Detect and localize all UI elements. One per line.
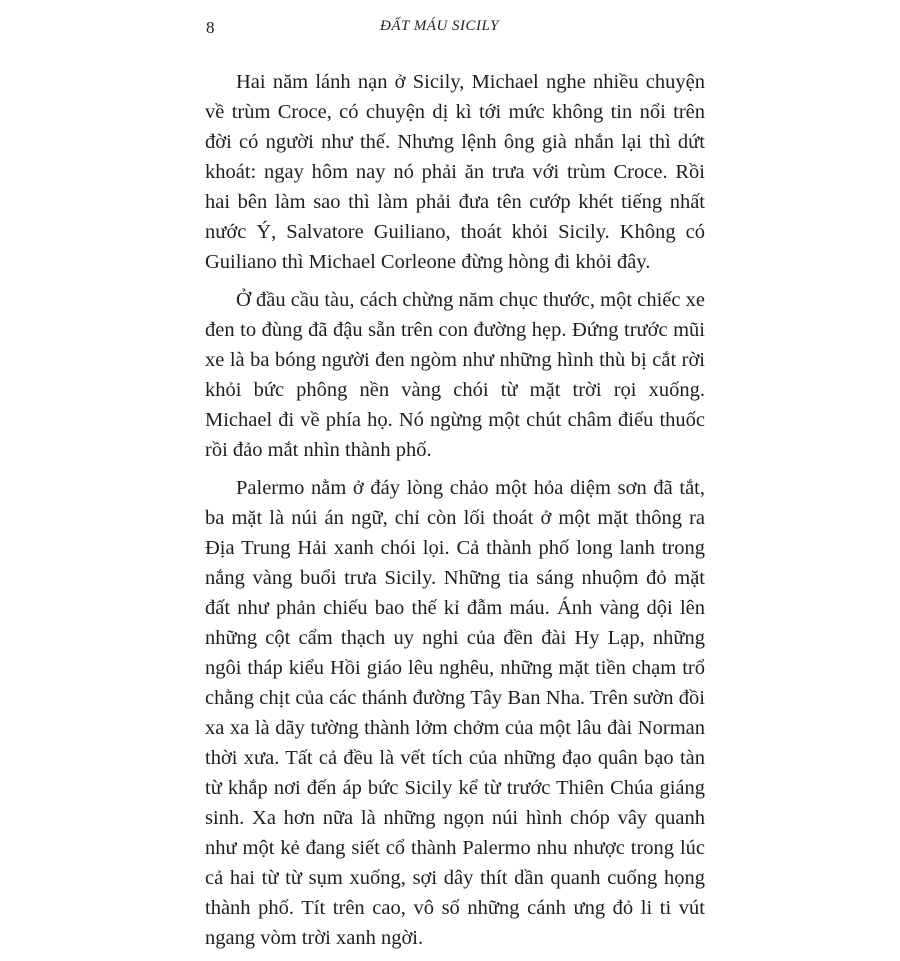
paragraph-3: Palermo nằm ở đáy lòng chảo một hỏa diệm sơn đã tắt, ba mặt là núi án ngữ, chỉ còn lối thoát ở một mặt thông ra Địa Trung Hải xanh chói lọi. Cả thành phố long lanh trong nắng vàng buổi trưa Sicily. Những tia sáng nhuộm đỏ mặt đất như phản chiếu bao thế kỉ đẫm máu. Ánh vàng dội lên những cột cẩm thạch uy nghi của đền đài Hy Lạp, những ngôi tháp kiểu Hồi giáo lêu nghêu, những mặt tiền chạm trổ chằng chịt của các thánh đường Tây Ban Nha. Trên sườn đồi xa xa là dãy tường thành lởm chởm của một lâu đài Norman thời xưa. Tất cả đều là vết tích của những đạo quân bạo tàn từ khắp nơi đến áp bức Sicily kể từ trước Thiên Chúa giáng sinh. Xa hơn nữa là những ngọn núi hình chóp vây quanh như một kẻ đang siết cổ thành Palermo nhu nhược trong lúc cả hai từ từ sụm xuống, sợi dây thít dần quanh cuống họng thành phố. Tít trên cao, vô số những cánh ưng đỏ li ti vút ngang vòm trời xanh ngời. <box>205 477 705 949</box>
running-head-title: ĐẤT MÁU SICILY <box>380 18 499 34</box>
paragraph-2: Ở đầu cầu tàu, cách chừng năm chục thước, một chiếc xe đen to đùng đã đậu sẵn trên con đường hẹp. Đứng trước mũi xe là ba bóng người đen ngòm như những hình thù bị cắt rời khỏi bức phông nền vàng chói từ mặt trời rọi xuống. Michael đi về phía họ. Nó ngừng một chút châm điếu thuốc rồi đảo mắt nhìn thành phố. <box>205 289 705 461</box>
page-number: 8 <box>206 18 215 37</box>
paragraph-1: Hai năm lánh nạn ở Sicily, Michael nghe nhiều chuyện về trùm Croce, có chuyện dị kì tới mức không tin nổi trên đời có người như thế. Nhưng lệnh ông già nhắn lại thì dứt khoát: ngay hôm nay nó phải ăn trưa với trùm Croce. Rồi hai bên làm sao thì làm phải đưa tên cướp khét tiếng nhất nước Ý, Salvatore Guiliano, thoát khỏi Sicily. Không có Guiliano thì Michael Corleone đừng hòng đi khỏi đây. <box>205 71 705 273</box>
body-text <box>205 67 705 961</box>
